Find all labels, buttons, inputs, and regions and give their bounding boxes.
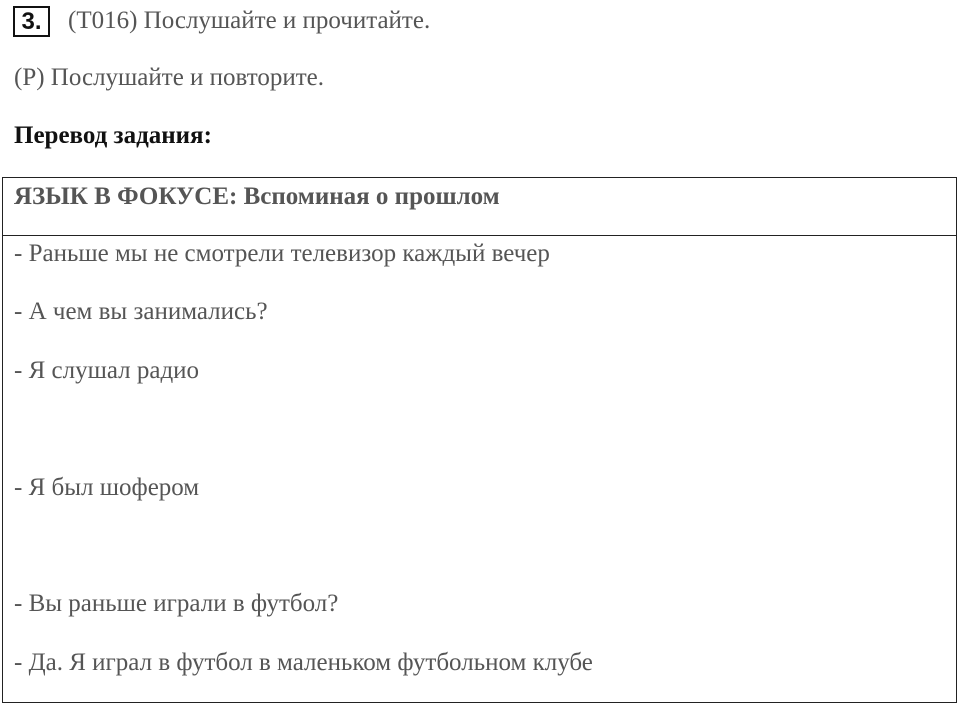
- instruction-text: (P) Послушайте и повторите.: [14, 64, 324, 91]
- language-focus-box: [2, 177, 957, 703]
- translation-heading: Перевод задания:: [14, 122, 212, 149]
- dialogue-line: - Я слушал радио: [14, 357, 200, 384]
- dialogue-line: - Я был шофером: [14, 474, 200, 501]
- exercise-number-badge: 3.: [13, 6, 50, 37]
- dialogue-line: - А чем вы занимались?: [14, 298, 268, 325]
- focus-box-title: ЯЗЫК В ФОКУСЕ: Вспоминая о прошлом: [3, 178, 956, 236]
- dialogue-line: - Да. Я играл в футбол в маленьком футбольном клубе: [14, 649, 593, 676]
- exercise-title: (T016) Послушайте и прочитайте.: [68, 7, 431, 34]
- dialogue-line: - Раньше мы не смотрели телевизор каждый вечер: [14, 240, 550, 267]
- dialogue-line: - Вы раньше играли в футбол?: [14, 590, 339, 617]
- exercise-header: [13, 5, 430, 37]
